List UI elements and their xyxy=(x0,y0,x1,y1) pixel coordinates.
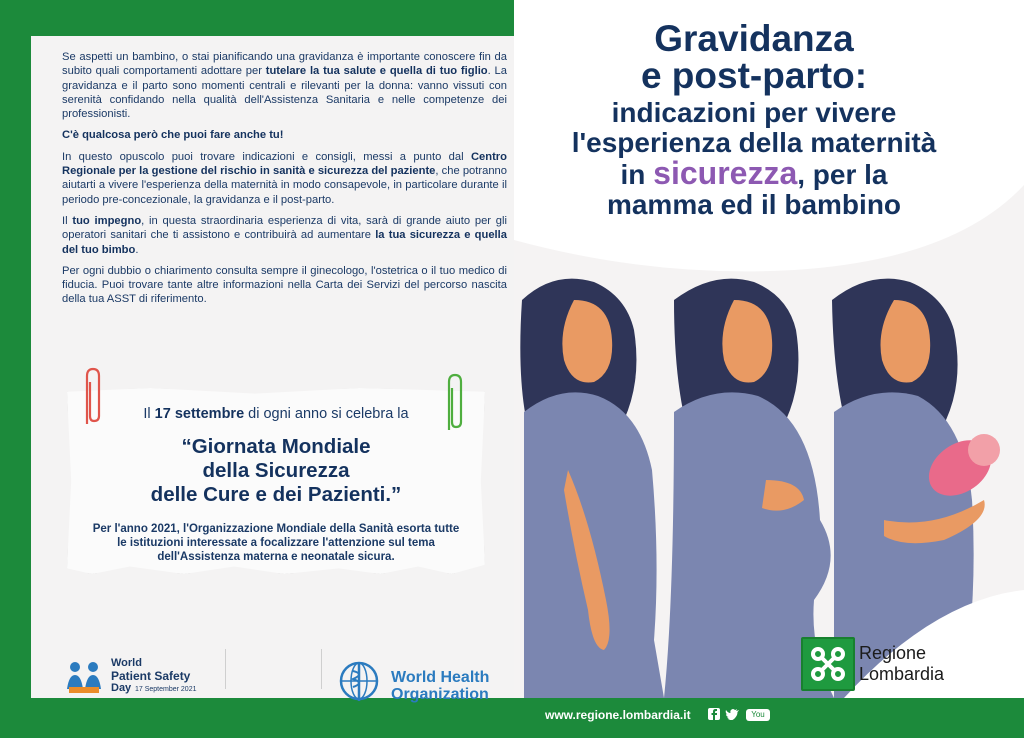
wpsd-text-2: Patient Safety xyxy=(111,669,191,683)
patient-safety-icon xyxy=(63,659,107,701)
footer xyxy=(0,698,1024,738)
note-body: Per l'anno 2021, l'Organizzazione Mondiale della Sanità esorta tutte le istituzioni interessate a focalizzare l'attenzione sul tema dell'Assistenza materna e neonatale sicura. xyxy=(92,523,460,563)
day-line: Il 17 settembre di ogni anno si celebra la xyxy=(143,406,409,422)
intro-paragraph-1: Se aspetti un bambino, o stai pianificando una gravidanza è importante conoscere fin da subito quali comportamenti adottare per tutelare la tua salute e quella di tuo figlio. La gravidanza e il parto sono momenti centrali e rilevanti per la donna: vanno vissuti con serenità confidando nella qualità dell'Assistenza Sanitaria e nelle competenze dei professionisti. xyxy=(62,51,507,121)
regione-lombardia-text: Regione Lombardia xyxy=(859,643,945,684)
day-title: “Giornata Mondiale della Sicurezza delle Cure e dei Pazienti.” xyxy=(150,435,402,506)
twitter-icon[interactable] xyxy=(725,708,739,720)
wpsd-text-1: World xyxy=(111,657,142,669)
facebook-icon[interactable] xyxy=(708,708,720,720)
wpsd-date: 17 September 2021 xyxy=(135,686,197,693)
headline-line-2: e post-parto: xyxy=(640,55,868,96)
highlight-word: sicurezza xyxy=(653,155,798,191)
intro-paragraph-4: Il tuo impegno, in questa straordinaria esperienza di vita, sarà di grande aiuto per gli operatori sanitari che ti assistono e contribuirà ad aumentare la tua sicurezza e quella del tuo bimbo. xyxy=(62,214,507,256)
who-text: World Health Organization xyxy=(391,669,490,703)
rosa-camuna-icon xyxy=(803,639,853,689)
intro-text xyxy=(62,50,507,314)
intro-paragraph-2: C'è qualcosa però che puoi fare anche tu! xyxy=(62,129,284,142)
left-panel xyxy=(31,36,514,703)
wpsd-text-3: Day xyxy=(111,682,132,694)
partner-logos xyxy=(31,619,514,703)
regione-lombardia-logo-icon xyxy=(801,637,855,691)
intro-paragraph-5: Per ogni dubbio o chiarimento consulta sempre il ginecologo, l'ostetrica o il tuo medico di fiducia. Puoi trovare tante altre informazioni nella Carta dei Servizi del percorso nascita della tua ASST di riferimento. xyxy=(62,264,507,306)
intro-paragraph-3: In questo opuscolo puoi trovare indicazioni e consigli, messi a punto dal Centro Regionale per la gestione del rischio in sanità e sicurezza del paziente, che potranno aiutarti a vivere l'esperienza della maternità in modo consapevole, in particolare durante il periodo pre-concezionale, la gravidanza e il post-parto. xyxy=(62,150,507,206)
note-content xyxy=(67,404,485,564)
youtube-icon[interactable]: You Tube xyxy=(746,709,770,721)
subtitle: indicazioni per vivere l'esperienza della maternità in sicurezza, per la mamma ed il bambino xyxy=(571,97,937,220)
website-link[interactable]: www.regione.lombardia.it xyxy=(545,708,691,722)
headline-line-1: Gravidanza xyxy=(654,18,854,59)
headline xyxy=(514,20,994,220)
right-panel xyxy=(514,0,1024,698)
logo-divider xyxy=(225,649,226,689)
logo-divider xyxy=(321,649,322,689)
